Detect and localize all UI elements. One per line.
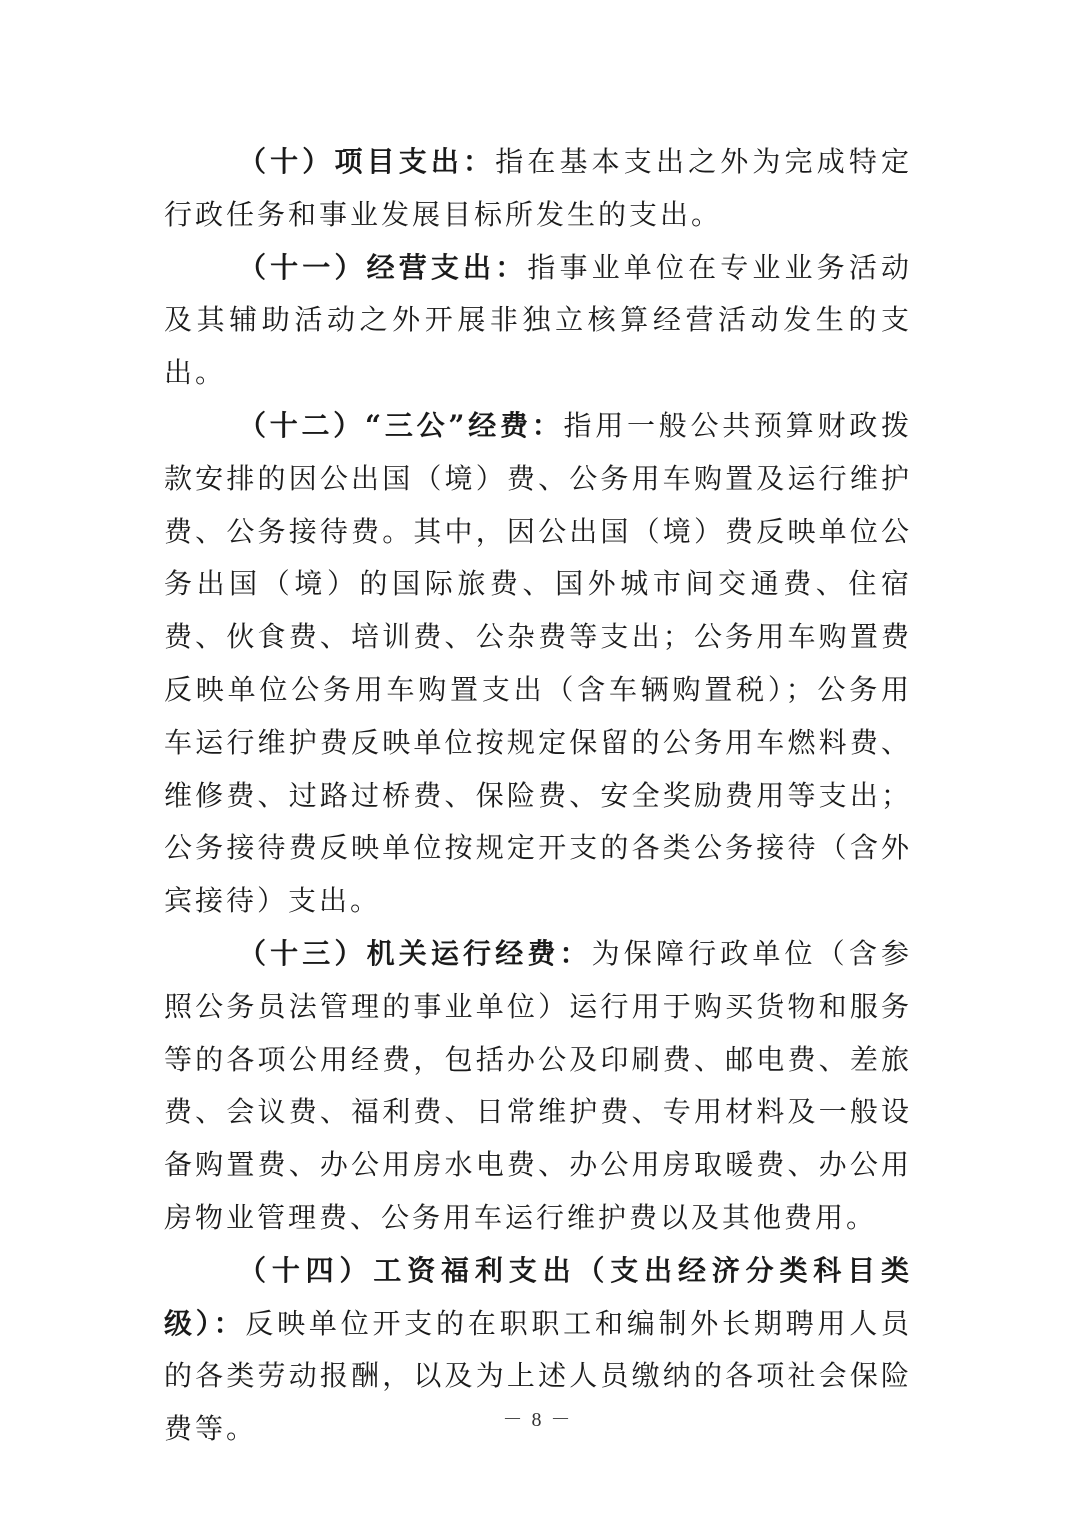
- term-definition: 指在基本支出之外为完成特定行政任务和事业发展目标所发生的支出。: [164, 145, 912, 231]
- term-heading: （十三）机关运行经费：: [238, 936, 592, 970]
- paragraph-three-public-expenses: [164, 400, 912, 928]
- term-heading: （十二）“三公”经费：: [238, 408, 564, 442]
- paragraph-operating-expenditure: [164, 242, 912, 400]
- term-heading: （十）项目支出：: [238, 145, 496, 178]
- document-body: [164, 136, 912, 1456]
- term-definition: 反映单位开支的在职职工和编制外长期聘用人员的各类劳动报酬，以及为上述人员缴纳的各项社会保险费等。: [164, 1306, 912, 1446]
- term-definition: 指事业单位在专业业务活动及其辅助活动之外开展非独立核算经营活动发生的支出。: [164, 250, 912, 390]
- term-heading: （十一）经营支出：: [238, 250, 528, 284]
- term-definition: 为保障行政单位（含参照公务员法管理的事业单位）运行用于购买货物和服务等的各项公用经费，包括办公及印刷费、邮电费、差旅费、会议费、福利费、日常维护费、专用材料及一般设备购置费、办公用房水电费、办公用房取暖费、办公用房物业管理费、公务用车运行维护费以及其他费用。: [164, 936, 912, 1234]
- paragraph-agency-operating-funds: [164, 928, 912, 1245]
- page-number: － 8 －: [502, 1409, 573, 1431]
- term-definition: 指用一般公共预算财政拨款安排的因公出国（境）费、公务用车购置及运行维护费、公务接待费。其中，因公出国（境）费反映单位公务出国（境）的国际旅费、国外城市间交通费、住宿费、伙食费、培训费、公杂费等支出；公务用车购置费反映单位公务用车购置支出（含车辆购置税）；公务用车运行维护费反映单位按规定保留的公务用车燃料费、维修费、过路过桥费、保险费、安全奖励费用等支出；公务接待费反映单位按规定开支的各类公务接待（含外宾接待）支出。: [164, 408, 912, 918]
- term-heading: （十四）工资福利支出（支出经济分类科目类级）：: [164, 1253, 912, 1340]
- paragraph-project-expenditure: [164, 136, 912, 242]
